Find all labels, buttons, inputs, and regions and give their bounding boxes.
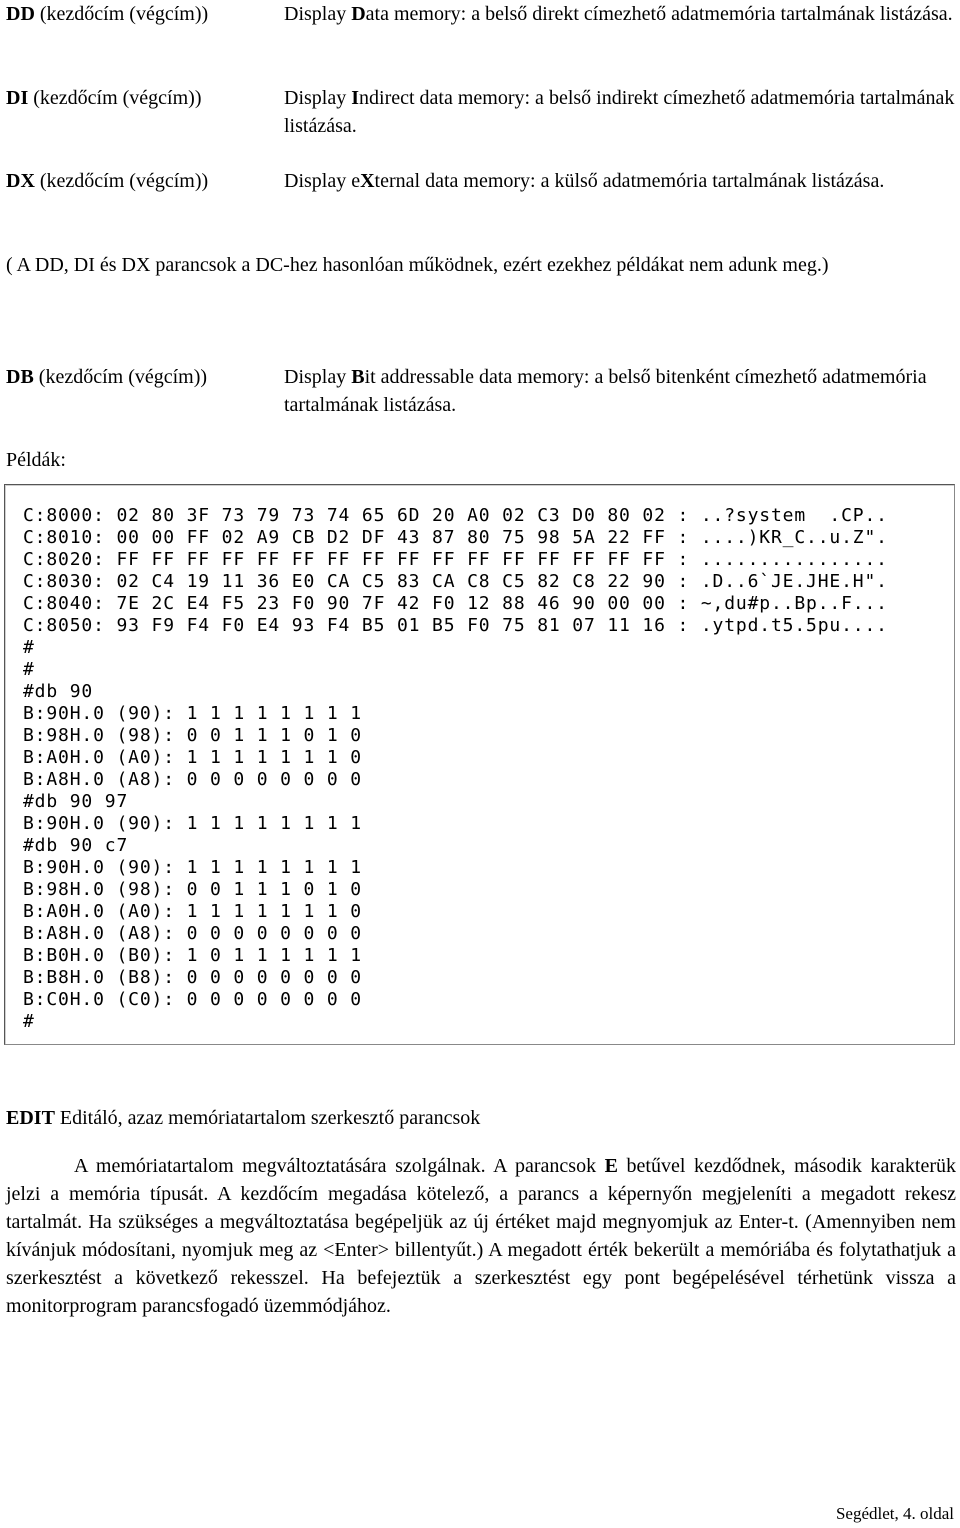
terminal-line: C:8020: FF FF FF FF FF FF FF FF FF FF FF FF FF FF FF FF : ................: [23, 549, 888, 570]
terminal-line: C:8030: 02 C4 19 11 36 E0 CA C5 83 CA C8 C5 82 C8 22 90 : .D..6`JE.JHE.H".: [23, 571, 888, 592]
terminal-line: B:90H.0 (90): 1 1 1 1 1 1 1 1: [23, 857, 362, 878]
desc-bold-letter: D: [351, 3, 366, 25]
terminal-line: #db 90 c7: [23, 835, 129, 856]
terminal-line: C:8040: 7E 2C E4 F5 23 F0 90 7F 42 F0 12 88 46 90 00 00 : ~,du#p..Bp..F...: [23, 593, 888, 614]
examples-label: Példák:: [6, 449, 66, 471]
command-keyword: DB: [6, 366, 34, 388]
terminal-line: B:90H.0 (90): 1 1 1 1 1 1 1 1: [23, 703, 362, 724]
desc-rest: it addressable data memory: a belső bitenként címezhető adatmemória tartalmának listázása.: [284, 366, 927, 416]
note-paragraph: ( A DD, DI és DX parancsok a DC-hez hasonlóan működnek, ezért ezekhez példákat nem adunk meg.): [6, 254, 829, 276]
terminal-line: C:8050: 93 F9 F4 F0 E4 93 F4 B5 01 B5 F0 75 81 07 11 16 : .ytpd.t5.5pu....: [23, 615, 888, 636]
terminal-screenshot: [4, 484, 955, 1045]
desc-prefix: Display: [284, 366, 352, 388]
command-args: (kezdőcím (végcím)): [34, 3, 209, 25]
command-args: (kezdőcím (végcím)): [33, 366, 208, 388]
edit-paragraph: [6, 1152, 956, 1320]
command-name: [6, 84, 281, 112]
edit-subtitle: Editáló, azaz memóriatartalom szerkesztő parancsok: [54, 1107, 481, 1129]
command-description: [284, 84, 956, 140]
edit-heading: [6, 1104, 480, 1132]
command-description: [284, 0, 956, 28]
terminal-line: #db 90 97: [23, 791, 129, 812]
terminal-line: C:8000: 02 80 3F 73 79 73 74 65 6D 20 A0 02 C3 D0 80 02 : ..?system .CP..: [23, 505, 888, 526]
edit-text-part1: A memóriatartalom megváltoztatására szolgálnak. A parancsok: [74, 1155, 605, 1177]
desc-rest: ata memory: a belső direkt címezhető adatmemória tartalmának listázása.: [365, 3, 953, 25]
terminal-line: #: [23, 1011, 35, 1032]
command-name: [6, 363, 281, 391]
terminal-line: B:A0H.0 (A0): 1 1 1 1 1 1 1 0: [23, 901, 362, 922]
terminal-line: B:90H.0 (90): 1 1 1 1 1 1 1 1: [23, 813, 362, 834]
terminal-line: B:A8H.0 (A8): 0 0 0 0 0 0 0 0: [23, 769, 362, 790]
command-keyword: DI: [6, 87, 29, 109]
desc-prefix: Display: [284, 3, 352, 25]
terminal-line: B:B8H.0 (B8): 0 0 0 0 0 0 0 0: [23, 967, 362, 988]
edit-keyword: EDIT: [6, 1107, 55, 1129]
terminal-line: #: [23, 637, 35, 658]
terminal-line: B:98H.0 (98): 0 0 1 1 1 0 1 0: [23, 725, 362, 746]
command-name: [6, 167, 281, 195]
terminal-line: B:A8H.0 (A8): 0 0 0 0 0 0 0 0: [23, 923, 362, 944]
desc-prefix: Display: [284, 87, 352, 109]
desc-rest: ndirect data memory: a belső indirekt címezhető adatmemória tartalmának listázása.: [284, 87, 955, 137]
terminal-output: [23, 505, 888, 1033]
page-footer: Segédlet, 4. oldal: [835, 1504, 954, 1523]
desc-bold-letter: I: [351, 87, 360, 109]
desc-prefix: Display e: [284, 170, 361, 192]
desc-bold-letter: X: [360, 170, 375, 192]
terminal-line: B:C0H.0 (C0): 0 0 0 0 0 0 0 0: [23, 989, 362, 1010]
terminal-line: C:8010: 00 00 FF 02 A9 CB D2 DF 43 87 80 75 98 5A 22 FF : ....)KR_C..u.Z".: [23, 527, 888, 548]
edit-bold-letter: E: [604, 1155, 618, 1177]
command-description: [284, 167, 956, 195]
terminal-line: B:B0H.0 (B0): 1 0 1 1 1 1 1 1: [23, 945, 362, 966]
edit-text-part2: betűvel kezdődnek, második karakterük jelzi a memória típusát. A kezdőcím megadása kötelező, a parancs a képernyőn megjeleníti a megadott rekesz tartalmát. Ha szükséges a megváltoztatása begépeljük az új értéket majd megnyomjuk az Enter-t. (Amennyiben nem kívánjuk módosítani, nyomjuk meg az <Enter> billentyűt.) A megadott érték bekerült a memóriába és folytathatjuk a szerkesztést a következő rekesszel. Ha befejeztük a szerkesztést egy pont begépelésével térhetünk vissza a monitorprogram parancsfogadó üzemmódjához.: [6, 1155, 956, 1317]
desc-bold-letter: B: [351, 366, 365, 388]
command-args: (kezdőcím (végcím)): [34, 170, 209, 192]
desc-rest: ternal data memory: a külső adatmemória tartalmának listázása.: [374, 170, 885, 192]
command-name: [6, 0, 281, 28]
terminal-line: #db 90: [23, 681, 94, 702]
command-keyword: DD: [6, 3, 35, 25]
command-description: [284, 363, 956, 419]
terminal-line: #: [23, 659, 35, 680]
terminal-line: B:A0H.0 (A0): 1 1 1 1 1 1 1 0: [23, 747, 362, 768]
command-keyword: DX: [6, 170, 35, 192]
command-args: (kezdőcím (végcím)): [28, 87, 202, 109]
terminal-line: B:98H.0 (98): 0 0 1 1 1 0 1 0: [23, 879, 362, 900]
